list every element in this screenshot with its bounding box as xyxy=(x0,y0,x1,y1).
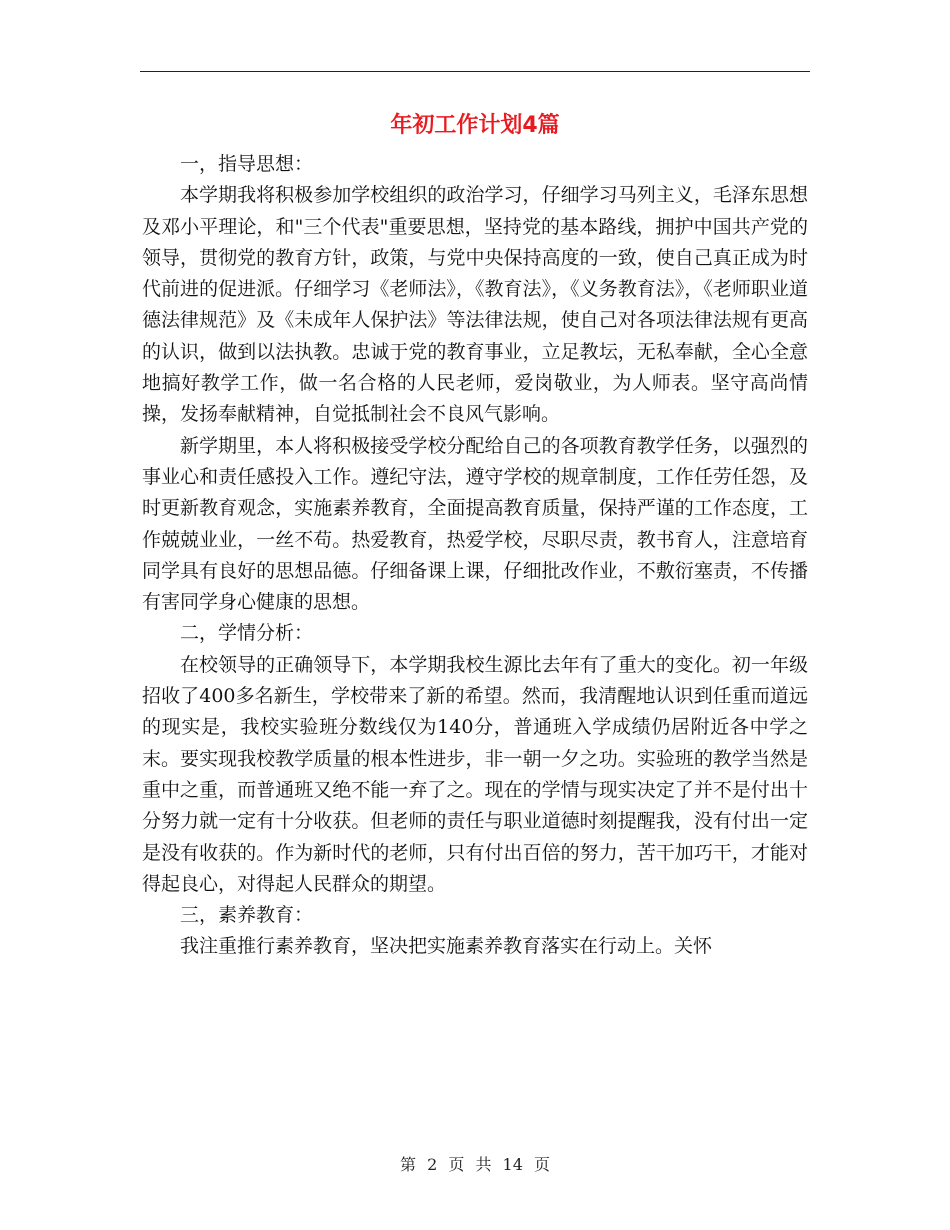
section-heading-guiding-ideology: 一，指导思想： xyxy=(180,153,314,175)
section-heading-student-analysis: 二，学情分析： xyxy=(180,622,314,645)
section-heading-quality-education: 三，素养教育： xyxy=(180,904,314,927)
document-title: 年初工作计划4篇 xyxy=(390,113,560,138)
page-footer: 第 2 页 共 14 页 xyxy=(400,1155,550,1174)
header-rule xyxy=(140,71,810,72)
body-paragraph: 我注重推行素养教育，坚决把实施素养教育落实在行动上。关怀 xyxy=(180,935,713,958)
body-paragraph: 本学期我将积极参加学校组织的政治学习，仔细学习马列主义，毛泽东思想及邓小平理论，和"三个代表"重要思想，坚持党的基本路线，拥护中国共产党的领导，贯彻党的教育方针，政策，与党中央保持高度的一致，使自己真正成为时代前进的促进派。仔细学习《老师法》，《教育法》，《义务教育法》，《老师职业道德法律规范》及《未成年人保护法》等法律法规，使自己对各项法律法规有更高的认识，做到以法执教。忠诚于党的教育事业，立足教坛，无私奉献，全心全意地搞好教学工作，做一名合格的人民老师，爱岗敬业，为人师表。坚守高尚情操，发扬奉献精神，自觉抵制社会不良风气影响。 xyxy=(142,184,808,426)
document-body xyxy=(142,149,808,963)
body-paragraph: 新学期里，本人将积极接受学校分配给自己的各项教育教学任务，以强烈的事业心和责任感投入工作。遵纪守法，遵守学校的规章制度，工作任劳任怨，及时更新教育观念，实施素养教育，全面提高教育质量，保持严谨的工作态度，工作兢兢业业，一丝不苟。热爱教育，热爱学校，尽职尽责，教书育人，注意培育同学具有良好的思想品德。仔细备课上课，仔细批改作业，不敷衍塞责，不传播有害同学身心健康的思想。 xyxy=(142,434,808,614)
body-paragraph: 在校领导的正确领导下，本学期我校生源比去年有了重大的变化。初一年级招收了400多名新生，学校带来了新的希望。然而，我清醒地认识到任重而道远的现实是，我校实验班分数线仅为140分，普通班入学成绩仍居附近各中学之末。要实现我校教学质量的根本性进步，非一朝一夕之功。实验班的教学当然是重中之重，而普通班又绝不能一弃了之。现在的学情与现实决定了并不是付出十分努力就一定有十分收获。但老师的责任与职业道德时刻提醒我，没有付出一定是没有收获的。作为新时代的老师，只有付出百倍的努力，苦干加巧干，才能对得起良心，对得起人民群众的期望。 xyxy=(142,653,808,895)
